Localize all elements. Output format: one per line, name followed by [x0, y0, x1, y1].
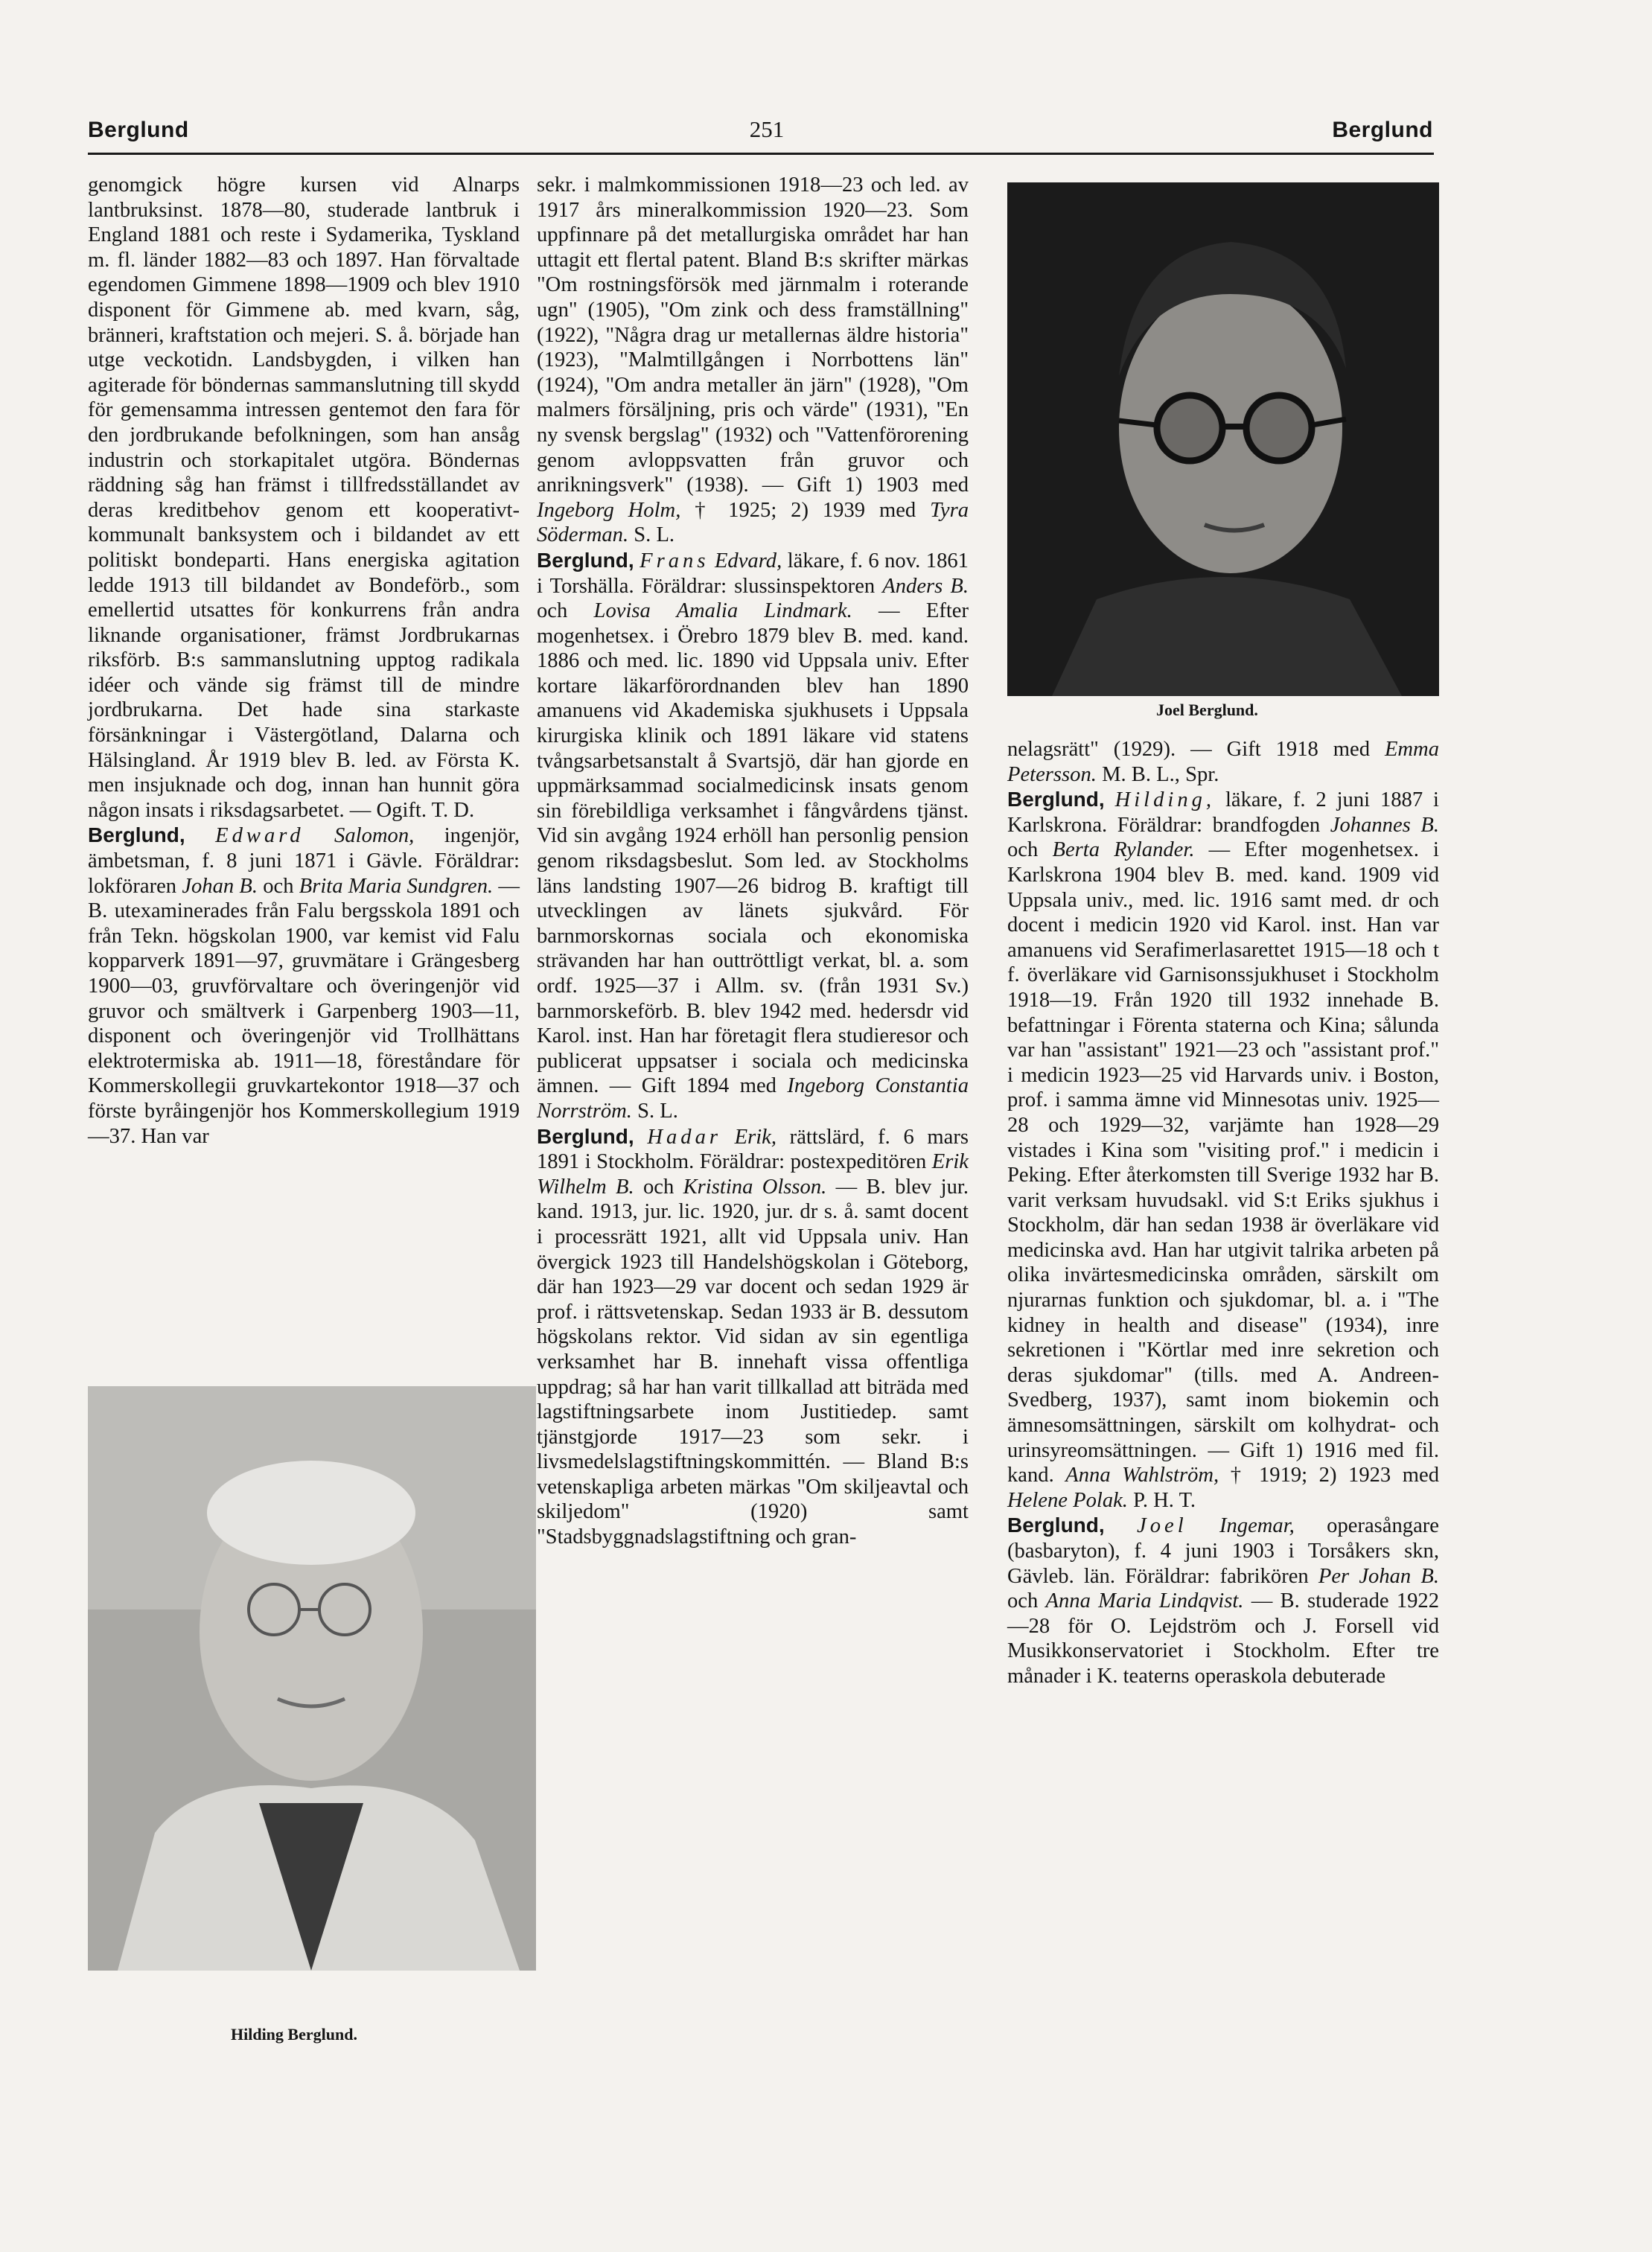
entry-headword: Berglund, [537, 548, 634, 572]
entry-text: och [1007, 838, 1053, 862]
entry-joel-berglund [1007, 1513, 1439, 1688]
entry-text: — B. utexaminerades från Falu bergsskola 1891 och från Tekn. högskolan 1900, var kemist vid Falu kopparverk 1891—97, gruvmätare i Grängesberg 1900—03, gruvförvaltare och överingenjör vid gruvor och smältverk i Garpenberg 1903—11, disponent och överingenjör vid Trollhättans elektrotermiska ab. 1911—18, föreståndare för Kommerskollegii gruvkartekontor 1918—37 och förste byråingenjör hos Kommerskollegium 1919—37. Han var [88, 874, 520, 1148]
entry-firstname: Joel [1137, 1514, 1187, 1538]
entry-father: Johannes B. [1330, 813, 1439, 837]
entry-text: och [1007, 1589, 1046, 1613]
column-1 [88, 173, 520, 1423]
portrait-photo-joel [1007, 182, 1439, 696]
entry-text: — Efter mogenhetsex. i Karlskrona 1904 blev B. med. kand. 1909 vid Uppsala univ., med. lic. 1916 samt med. dr och docent i medicin 1920 vid Karol. inst. Han var amanuens vid Serafimerlasarettet 1915—18 och t f. överläkare vid Garnisonssjukhuset i Stockholm 1918—19. Från 1920 till 1932 innehade B. befattningar i Förenta staterna och Kina; sålunda var han "assistant" 1921—23 och "assistant prof." i medicin 1923—25 vid Harvards univ. i Boston, prof. i samma ämne vid Minnesotas univ. 1925—28 och 1929—32, varjämte han 1928—29 vistades i Kina som "visiting prof." i medicin i Peking. Efter återkomsten till Sverige 1932 har B. varit verksam huvudsakl. vid S:t Eriks sjukhus i Stockholm, där han sedan 1938 är överläkare vid medicinska avd. Han har utgivit talrika arbeten på olika invärtesmedicinska områden, särskilt om njurarnas funktion och sjukdomar, bl. a. i "The kidney in health and disease" (1934), inre sekretionen i "Körtlar med inre sekretion och deras sjukdomar" (tills. med A. Andreen-Svedberg, 1937), samt inom biokemin och ämnesomsättningen, särskilt om kolhydrat- och urinsyreomsättningen. — Gift 1) 1916 med fil. kand. [1007, 838, 1439, 1487]
entry-signature: P. H. T. [1127, 1488, 1196, 1512]
running-head-right: Berglund [1332, 118, 1433, 142]
photo-caption-joel: Joel Berglund. [1156, 701, 1258, 719]
paragraph-continuation: genomgick högre kursen vid Alnarps lantbruksinst. 1878—80, studerade lantbruk i England 1881 och reste i Sydamerika, Tyskland m. fl. länder 1882—83 och 1897. Han förvaltade egendomen Gimmene 1898—1909 och blev 1910 disponent för Gimmene ab. med kvarn, såg, bränneri, kraftstation och mejeri. S. å. började han utge veckotidn. Landsbygden, i vilken han agiterade för böndernas sammanslutning till skydd för gemensamma intressen gentemot den fara för den jordbrukande befolkningen, som han ansåg industrin och storkapitalet utgöra. Böndernas räddning såg han främst i tillfredsställandet av deras kreditbehov genom ett kooperativt-kommunalt banksystem och i bildandet av ett politiskt bondeparti. Hans energiska agitation ledde 1913 till bildandet av Bondeförb., som emellertid utsattes för konkurrens från andra liknande organisationer, främst Jordbrukarnas riksförb. B:s sammanslutning upptog radikala idéer och vände sig främst till de mindre jordbrukarna. Det hade sina starkaste försänkningar i Västergötland, Dalarna och Hälsingland. År 1919 blev B. led. av Första K. men insjuknade och dog, innan han hunnit göra någon insats i riksdagsarbetet. — Ogift. T. D. [88, 173, 520, 822]
entry-signature: S. L. [631, 1099, 678, 1123]
entry-text: operasångare (basbaryton), f. 4 juni 1903 i Torsåkers skn, Gävleb. län. Föräldrar: fabrikören [1007, 1514, 1439, 1588]
entry-firstname: Edward [215, 824, 304, 848]
entry-headword: Berglund, [1007, 788, 1105, 811]
entry-edward-berglund [88, 823, 520, 1149]
entry-mother: Anna Maria Lindqvist. [1045, 1589, 1244, 1613]
column-3 [1007, 737, 1439, 1854]
entry-middlename: Edvard, [709, 549, 782, 572]
entry-headword: Berglund, [537, 1124, 634, 1148]
portrait-image [1007, 182, 1439, 696]
entry-text: ingenjör, ämbetsman, f. 8 juni 1871 i Gävle. Föräldrar: lokföraren [88, 824, 520, 898]
entry-text: — Efter mogenhetsex. i Örebro 1879 blev B. med. kand. 1886 och med. lic. 1890 vid Uppsala univ. Efter kortare läkarförordnanden blev han 1890 amanuens vid Akademiska sjukhusets i Uppsala kirurgiska klinik och 1891 läkare vid statens tvångsarbetsanstalt å Svartsjö, där han gjorde en uppmärksammad socialmedicinsk insats genom sin förebildliga verksamhet i fångvårdens tjänst. Vid sin avgång 1924 erhöll han personlig pension genom riksdagsbeslut. Som led. av Stockholms läns landsting 1907—26 bidrog B. kraftigt till utvecklingen av länets sjukvård. För barnmorskornas sociala och ekonomiska strävanden har han outtröttligt verkat, bl. a. som ordf. 1925—37 i Allm. sv. (från 1931 Sv.) barnmorskeförb. B. blev 1942 med. hedersdr vid Karol. inst. Han har företagit flera studieresor och publicerat uppsatser i sociala och medicinska ämnen. — Gift 1894 med [537, 599, 969, 1098]
entry-wife: Tyra Söderman. [537, 498, 969, 547]
page-number: 251 [749, 116, 785, 142]
entry-frans-berglund [537, 548, 969, 1124]
entry-wife: Ingeborg Constantia Norrström. [537, 1074, 969, 1123]
entry-text: sekr. i malmkommissionen 1918—23 och led. av 1917 års mineralkommission 1920—23. Som uppfinnare på det metallurgiska området har han uttagit ett flertal patent. Bland B:s skrifter märkas "Om rostningsförsök med järnmalm i roterande ugn" (1905), "Om zink och dess framställning" (1922), "Några drag ur metallernas äldre historia" (1923), "Malmtillgången i Norrbottens län" (1924), "Om andra metaller än järn" (1928), "Om malmers försäljning, pris och värde" (1931), "En ny svensk bergslag" (1932) och "Vattenförorening genom avloppsvatten från gruvor och anrikningsverk" (1938). — Gift 1) 1903 med [537, 173, 969, 497]
portrait-image [88, 1386, 536, 1971]
entry-signature: M. B. L., Spr. [1096, 762, 1219, 786]
paragraph-continuation [537, 173, 969, 548]
entry-middlename: Salomon, [304, 824, 415, 848]
entry-text: rättslärd, f. 6 mars 1891 i Stockholm. Föräldrar: postexpeditören [537, 1125, 969, 1174]
header-rule [88, 153, 1434, 155]
entry-text: läkare, f. 2 juni 1887 i Karlskrona. Föräldrar: brandfogden [1007, 788, 1439, 837]
entry-firstname: Hadar [647, 1125, 721, 1149]
entry-text: och [537, 599, 594, 623]
entry-headword: Berglund, [1007, 1513, 1105, 1537]
entry-mother: Kristina Olsson. [683, 1175, 827, 1199]
paragraph-continuation [1007, 737, 1439, 787]
entry-text: och [634, 1175, 683, 1199]
entry-text: † 1925; 2) 1939 med [680, 498, 931, 522]
entry-father: Johan B. [182, 874, 258, 898]
entry-hilding-berglund [1007, 787, 1439, 1513]
entry-headword: Berglund, [88, 823, 185, 847]
entry-signature: S. L. [628, 523, 675, 547]
entry-hadar-berglund [537, 1124, 969, 1550]
entry-text: — B. studerade 1922—28 för O. Lejdström och J. Forsell vid Musikkonservatoriet i Stockholm. Efter tre månader i K. teaterns operaskola debuterade [1007, 1589, 1440, 1688]
entry-wife: Helene Polak. [1007, 1488, 1128, 1512]
entry-mother: Brita Maria Sundgren. [299, 874, 494, 898]
entry-text: och [258, 874, 299, 898]
running-head-left: Berglund [88, 118, 189, 142]
entry-father: Anders B. [882, 574, 969, 598]
entry-text: — B. blev jur. kand. 1913, jur. lic. 1920, jur. dr s. å. samt docent i processrätt 1921, allt vid Uppsala univ. Han övergick 1923 till Handelshögskolan i Göteborg, där han 1923—29 var docent och sedan 1929 är prof. i rättsvetenskap. Sedan 1933 är B. dessutom högskolans rektor. Vid sidan av sin egentliga verksamhet har B. innehaft vissa offentliga uppdrag; så har han varit tillkallad att biträda med lagstiftningsarbete inom Justitiedep. samt tjänstgjorde 1917—23 som sekr. i livsmedelslagstiftningskommittén. — Bland B:s vetenskapliga arbeten märkas "Om skiljeavtal och skiljedom" (1920) samt "Stadsbyggnadslagstiftning och gran- [537, 1175, 969, 1549]
entry-middlename: Erik, [721, 1125, 777, 1149]
entry-wife: Emma Petersson. [1007, 738, 1439, 786]
entry-wife: Ingeborg Holm, [537, 498, 681, 522]
entry-firstname: Frans [640, 549, 709, 572]
entry-father: Erik Wilhelm B. [537, 1150, 969, 1199]
entry-text: nelagsrätt" (1929). — Gift 1918 med [1007, 738, 1385, 761]
entry-wife: Anna Wahlström, [1065, 1464, 1219, 1487]
entry-middlename: Ingemar, [1187, 1514, 1295, 1538]
entry-text: † 1919; 2) 1923 med [1219, 1464, 1439, 1487]
entry-mother: Berta Rylander. [1052, 838, 1195, 862]
portrait-photo-hilding [88, 1386, 536, 1971]
entry-mother: Lovisa Amalia Lindmark. [593, 599, 852, 623]
entry-text: läkare, f. 6 nov. 1861 i Torshälla. Föräldrar: slussinspektoren [537, 549, 969, 598]
entry-father: Per Johan B. [1318, 1564, 1440, 1588]
entry-firstname: Hilding, [1114, 788, 1216, 812]
photo-caption-hilding: Hilding Berglund. [231, 2025, 357, 2044]
column-2 [537, 173, 969, 2079]
